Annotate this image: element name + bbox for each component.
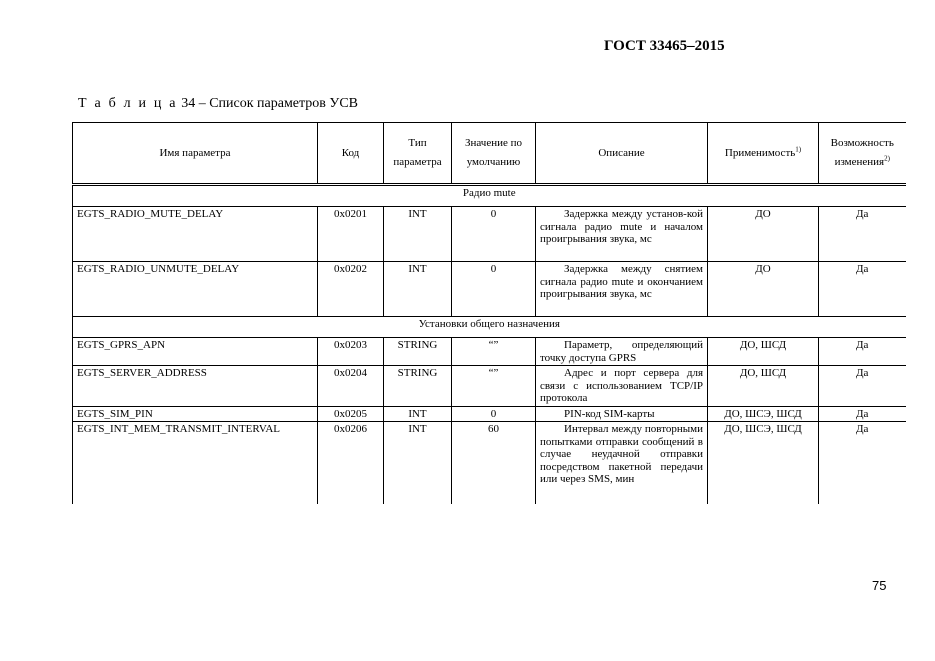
table-row [73,422,906,505]
param-default: 0 [452,262,536,317]
document-code: ГОСТ 33465–2015 [604,38,725,54]
param-changeable: Да [819,207,906,262]
param-code: 0x0203 [318,338,384,366]
column-header-type: Тип параметра [384,123,452,185]
param-name: EGTS_RADIO_UNMUTE_DELAY [73,262,318,317]
column-header-default: Значение по умолчанию [452,123,536,185]
param-changeable: Да [819,338,906,366]
param-changeable: Да [819,366,906,407]
param-applicability: ДО, ШСЭ, ШСД [708,406,819,422]
param-description: PIN-код SIM-карты [536,406,708,422]
param-description: Задержка между установ-кой сигнала радио mute и началом проигрывания звука, мс [536,207,708,262]
param-type: STRING [384,338,452,366]
param-code: 0x0201 [318,207,384,262]
param-default: 60 [452,422,536,505]
footnote-mark: 1) [795,144,802,153]
column-header-description: Описание [536,123,708,185]
param-name: EGTS_RADIO_MUTE_DELAY [73,207,318,262]
table-caption-number: 34 [181,96,196,111]
table-row [73,366,906,407]
param-type: INT [384,406,452,422]
param-applicability: ДО [708,207,819,262]
page-number: 75 [872,578,887,593]
param-applicability: ДО, ШСД [708,366,819,407]
param-changeable: Да [819,262,906,317]
param-description: Задержка между снятием сигнала радио mute и окончанием проигрывания звука, мс [536,262,708,317]
param-description: Адрес и порт сервера для связи с использованием TCP/IP протокола [536,366,708,407]
section-title: Радио mute [73,185,906,207]
column-header-name: Имя параметра [73,123,318,185]
param-code: 0x0205 [318,406,384,422]
param-code: 0x0206 [318,422,384,505]
table-caption-title: – Список параметров УСВ [198,96,359,111]
param-name: EGTS_GPRS_APN [73,338,318,366]
param-default: 0 [452,406,536,422]
param-type: INT [384,262,452,317]
param-default: “” [452,338,536,366]
param-changeable: Да [819,422,906,505]
section-row [73,185,906,207]
param-code: 0x0202 [318,262,384,317]
footnote-mark: 2) [884,154,890,163]
param-code: 0x0204 [318,366,384,407]
param-changeable: Да [819,406,906,422]
table-row [73,338,906,366]
parameters-table [72,122,906,504]
param-default: “” [452,366,536,407]
param-name: EGTS_INT_MEM_TRANSMIT_INTERVAL [73,422,318,505]
param-default: 0 [452,207,536,262]
param-applicability: ДО, ШСЭ, ШСД [708,422,819,505]
table-row [73,207,906,262]
section-title: Установки общего назначения [73,317,906,338]
param-description: Параметр, определяющий точку доступа GPRS [536,338,708,366]
table-row [73,406,906,422]
column-header-changeable: Возможность изменения$^{2)}$ [819,123,906,185]
param-type: INT [384,207,452,262]
column-header-applicability: Применимость$^{1)}$ [708,123,819,185]
table-header-row [73,123,906,185]
param-name: EGTS_SIM_PIN [73,406,318,422]
table-caption-prefix: Т а б л и ц а [78,96,178,111]
section-row [73,317,906,338]
param-type: STRING [384,366,452,407]
param-name: EGTS_SERVER_ADDRESS [73,366,318,407]
table-caption [78,96,358,112]
param-applicability: ДО, ШСД [708,338,819,366]
column-header-code: Код [318,123,384,185]
param-applicability: ДО [708,262,819,317]
table-row [73,262,906,317]
param-description: Интервал между повторными попытками отправки сообщений в случае неудачной отправки посредством пакетной передачи или через SMS, мин [536,422,708,505]
param-type: INT [384,422,452,505]
